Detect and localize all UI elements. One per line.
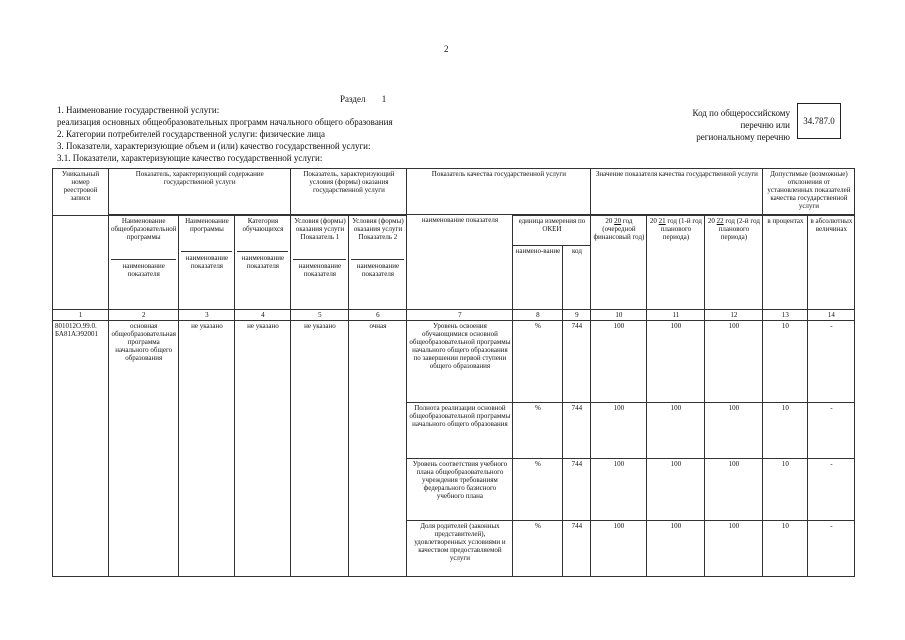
condition-2-value: очная [349, 321, 407, 577]
deviation-absolute: - [808, 321, 855, 403]
header-percent: в процентах [763, 216, 808, 310]
deviation-percent: 10 [763, 321, 808, 403]
value-year-3: 100 [705, 321, 763, 403]
unit-value: % [513, 459, 563, 521]
indicator-name: Уровень соответствия учебного плана общеобразовательного учреждения требованиям федерального базисного учебного плана [407, 459, 513, 521]
value-year-3: 100 [705, 403, 763, 459]
code-value: 744 [563, 403, 591, 459]
indicator-name: Уровень освоения обучающимися основной общеобразовательной программы начального общего образования по завершении первой ступени общего образования [407, 321, 513, 403]
col-program-name: Наименование программы наименование показателя [179, 216, 235, 310]
section-label: Раздел [340, 94, 366, 104]
value-year-3: 100 [705, 521, 763, 577]
registry-code-label: Код по общероссийскому перечню или региональному перечню [692, 108, 790, 142]
value-year-2: 100 [647, 459, 705, 521]
header-year-2: 20 21 год (1-й год планового периода) [647, 216, 705, 310]
column-numbers-row: 1 2 3 4 5 6 7 8 9 10 11 12 13 14 [53, 310, 855, 321]
header-content: Показатель, характеризующий содержание государственной услуги [109, 169, 291, 215]
header-absolute: в абсолютных величинах [808, 216, 855, 310]
col-condition-1: Условия (формы) оказания услуги Показатель 1 наименование показателя [291, 216, 349, 310]
value-year-2: 100 [647, 321, 705, 403]
deviation-percent: 10 [763, 403, 808, 459]
col-category: Категория обучающихся наименование показателя [235, 216, 291, 310]
section-number: 1 [381, 94, 387, 104]
program-name-value: не указано [179, 321, 235, 577]
header-indicator-name: наименование показателя [407, 215, 513, 310]
header-unit-code: код [563, 246, 591, 310]
header-unique-number: Уникальный номер реестровой записи [53, 169, 109, 216]
deviation-absolute: - [808, 459, 855, 521]
quality-indicators-table [52, 168, 855, 577]
value-year-2: 100 [647, 521, 705, 577]
value-year-1: 100 [591, 459, 647, 521]
header-year-3: 20 22 год (2-й год планового периода) [705, 216, 763, 310]
header-year-1: 20 20 год (очередной финансовый год) [591, 216, 647, 310]
heading-quality-indicators: 3.1. Показатели, характеризующие качество государственной услуги: [57, 153, 323, 163]
indicator-name: Доля родителей (законных представителей), удовлетворенных условиями и качеством предоставляемой услуги [407, 521, 513, 577]
table-row [53, 321, 855, 403]
condition-1-value: не указано [291, 321, 349, 577]
heading-service-name: 1. Наименование государственной услуги: [57, 105, 220, 115]
header-unit: единица измерения по ОКЕИ [513, 216, 591, 246]
col-program: Наименование общеобразовательной программы наименование показателя [109, 216, 179, 310]
program-value: основная общеобразовательная программа начального общего образования [109, 321, 179, 577]
deviation-absolute: - [808, 521, 855, 577]
value-year-2: 100 [647, 403, 705, 459]
header-unit-name: наимено-вание [513, 246, 563, 310]
header-conditions: Показатель, характеризующий условия (формы) оказания государственной услуги [291, 169, 407, 215]
indicator-name: Полнота реализации основной общеобразовательной программы начального общего образования [407, 403, 513, 459]
value-year-1: 100 [591, 403, 647, 459]
record-id: 801012О.99.0. БА81АЭ92001 [53, 321, 109, 577]
section-title [340, 94, 386, 104]
unit-value: % [513, 521, 563, 577]
unit-value: % [513, 321, 563, 403]
deviation-percent: 10 [763, 459, 808, 521]
col-condition-2: Условия (формы) оказания услуги Показатель 2 наименование показателя [349, 216, 407, 310]
category-value: не указано [235, 321, 291, 577]
deviation-absolute: - [808, 403, 855, 459]
code-value: 744 [563, 521, 591, 577]
value-year-1: 100 [591, 321, 647, 403]
deviation-percent: 10 [763, 521, 808, 577]
code-value: 744 [563, 321, 591, 403]
heading-indicators: 3. Показатели, характеризующие объем и (или) качество государственной услуги: [57, 141, 371, 151]
registry-code-box: 34.787.0 [797, 103, 841, 139]
code-value: 744 [563, 459, 591, 521]
value-year-3: 100 [705, 459, 763, 521]
header-deviation: Допустимые (возможные) отклонения от установленных показателей качества государственной услуги [763, 169, 855, 215]
page-number: 2 [444, 44, 449, 54]
value-year-1: 100 [591, 521, 647, 577]
heading-service-value: реализация основных общеобразовательных программ начального общего образования [57, 117, 393, 127]
header-quality: Показатель качества государственной услуги [407, 169, 591, 215]
header-values: Значение показателя качества государственной услуги [591, 169, 763, 215]
unit-value: % [513, 403, 563, 459]
heading-consumers: 2. Категории потребителей государственной услуги: физические лица [57, 129, 325, 139]
